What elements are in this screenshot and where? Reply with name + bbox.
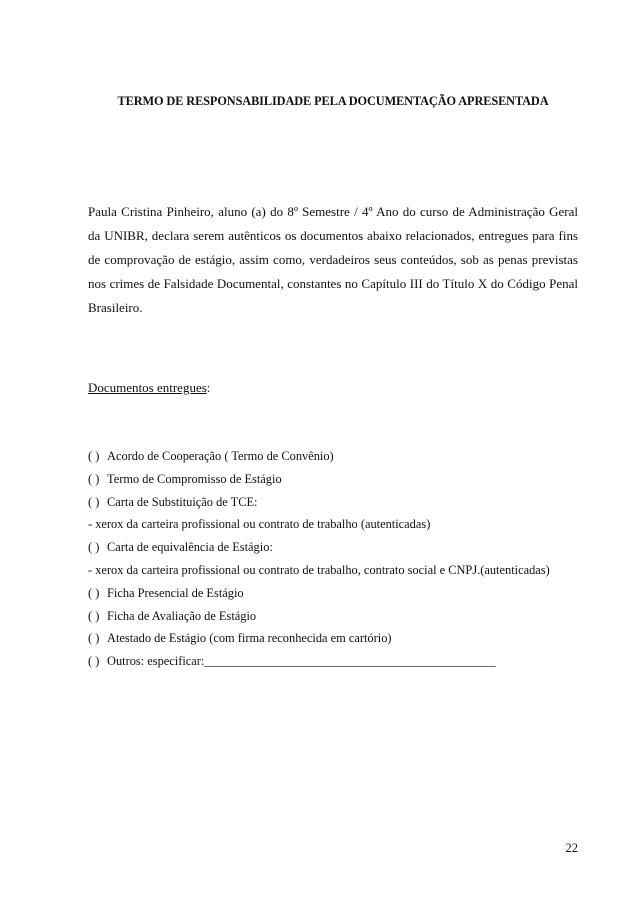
checkbox-mark: ( ) [88,585,100,600]
checkbox-mark: ( ) [88,449,100,463]
list-item [88,448,588,471]
document-title: TERMO DE RESPONSABILIDADE PELA DOCUMENTAÇÃO APRESENTADA [117,94,549,108]
item-text: Outros: especificar:_______________________________________________ [107,654,496,669]
list-note [88,562,588,585]
item-text: Carta de Substituição de TCE: [107,494,258,509]
documents-heading-label: Documentos entregues [88,380,207,395]
checkbox-mark: ( ) [88,540,100,555]
list-item [88,608,588,631]
checkbox-mark: ( ) [88,631,100,646]
item-text: Ficha Presencial de Estágio [107,585,244,600]
documents-list [88,448,588,676]
declaration-paragraph: Paula Cristina Pinheiro, aluno (a) do 8º Semestre / 4º Ano do curso de Administração Geral da UNIBR, declara serem autênticos os documentos abaixo relacionados, entregues para fins de comprovação de estágio, assim como, verdadeiros seus conteúdos, sob as penas previstas nos crimes de Falsidade Documental, constantes no Capítulo III do Título X do Código Penal Brasileiro. [88,204,578,315]
list-item [88,630,588,653]
documents-heading [88,380,210,396]
checkbox-mark: ( ) [88,494,100,509]
list-item [88,585,588,608]
checkbox-mark: ( ) [88,471,100,486]
list-item [88,539,588,562]
list-item [88,653,588,676]
item-text: Atestado de Estágio (com firma reconhecida em cartório) [107,631,392,646]
list-item [88,471,588,494]
page-number: 22 [565,841,578,855]
list-note [88,516,588,539]
item-text: Ficha de Avaliação de Estágio [107,608,257,623]
checkbox-mark: ( ) [88,654,100,669]
item-text: Termo de Compromisso de Estágio [107,471,282,486]
list-item [88,494,588,517]
note-text: - xerox da carteira profissional ou contrato de trabalho, contrato social e CNPJ.(autenticadas) [88,562,550,577]
item-text: Carta de equivalência de Estágio: [107,540,273,555]
note-text: - xerox da carteira profissional ou contrato de trabalho (autenticadas) [88,517,431,532]
checkbox-mark: ( ) [88,608,100,623]
documents-heading-colon: : [206,380,211,395]
item-text: Acordo de Cooperação ( Termo de Convênio) [107,449,334,463]
